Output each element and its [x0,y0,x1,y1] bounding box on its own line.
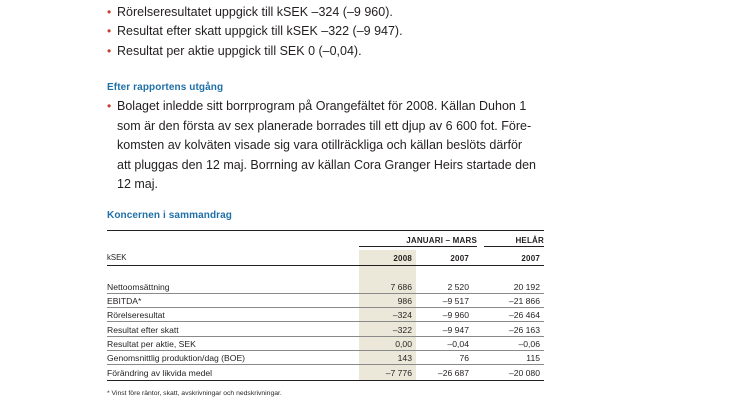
cell-2007: –9 960 [442,310,469,320]
cell-2008: 7 686 [390,282,412,292]
bullet-item [107,3,547,23]
cell-2008: 986 [397,296,412,306]
cell-2008: 0,00 [395,339,412,349]
header-bottom-rule [107,265,544,266]
row-label: Genomsnittlig produktion/dag (BOE) [107,353,246,363]
cell-full-2007: 20 192 [513,282,540,292]
row-label: Resultat per aktie, SEK [107,339,196,349]
cell-2007: –0,04 [447,339,469,349]
col-header-2007: 2007 [450,254,469,263]
cell-full-2007: –26 163 [508,325,540,335]
paragraph-line: att pluggas den 12 maj. Borrning av källan Cora Granger Heirs startade den [117,157,536,172]
cell-2007: –9 517 [442,296,469,306]
cell-full-2007: 115 [526,353,540,363]
row-label: Nettoomsättning [107,282,170,292]
bullet-paragraph [107,97,547,195]
paragraph-line: komsten av kolväten visade sig vara otillräckliga och källan beslöts därför [117,138,523,152]
bullet-icon: • [107,5,112,19]
cell-2007: 76 [459,353,469,363]
cell-2007: –9 947 [442,325,469,335]
bullet-text: Resultat per aktie uppgick till SEK 0 (–0,04). [117,44,362,58]
unit-label: kSEK [107,253,127,262]
bullet-icon: • [107,24,112,38]
paragraph-line: som är den första av sex planerade borrades till ett djup av 6 600 fot. Före- [117,118,532,133]
col-header-2008: 2008 [393,254,412,263]
group-rule-jm [359,246,477,247]
row-label: Rörelseresultat [107,310,165,320]
row-separator [107,350,544,351]
section-heading-after-report: Efter rapportens utgång [107,82,224,93]
cell-2008: 143 [397,353,412,363]
row-label: Förändring av likvida medel [107,368,213,378]
table-heading: Koncernen i sammandrag [107,210,233,221]
bullet-icon: • [107,99,112,113]
row-separator [107,307,544,308]
row-label: EBITDA* [107,296,142,306]
group-header-jan-mar: JANUARI – MARS [406,236,477,245]
bullet-text: Resultat efter skatt uppgick till kSEK –322 (–9 947). [117,24,403,38]
paragraph-line: 12 maj. [117,177,158,191]
cell-full-2007: –20 080 [508,368,540,378]
paragraph-line: Bolaget inledde sitt borrprogram på Orangefältet för 2008. Källan Duhon 1 [117,99,527,113]
row-separator [107,293,544,294]
cell-2007: –26 687 [437,368,469,378]
row-separator [107,364,544,365]
row-separator [107,336,544,337]
col-header-2007-full: 2007 [521,254,540,263]
cell-2007: 2 520 [447,282,469,292]
bullet-item [107,42,547,62]
cell-full-2007: –0,06 [518,339,540,349]
table-bottom-rule [107,380,544,381]
table-top-rule [107,230,544,231]
row-separator [107,321,544,322]
bullet-icon: • [107,44,112,58]
row-label: Resultat efter skatt [107,325,179,335]
cell-full-2007: –21 866 [508,296,540,306]
group-rule-helar [484,246,544,247]
cell-2008: –322 [392,325,412,335]
cell-2008: –7 776 [385,368,412,378]
group-header-helar: HELÅR [515,236,544,245]
bullet-text: Rörelseresultatet uppgick till kSEK –324 (–9 960). [117,5,393,19]
cell-2008: –324 [392,310,412,320]
footnote: * Vinst före räntor, skatt, avskrivningar och nedskrivningar. [107,390,282,397]
bullet-item [107,22,547,42]
cell-full-2007: –26 464 [508,310,540,320]
